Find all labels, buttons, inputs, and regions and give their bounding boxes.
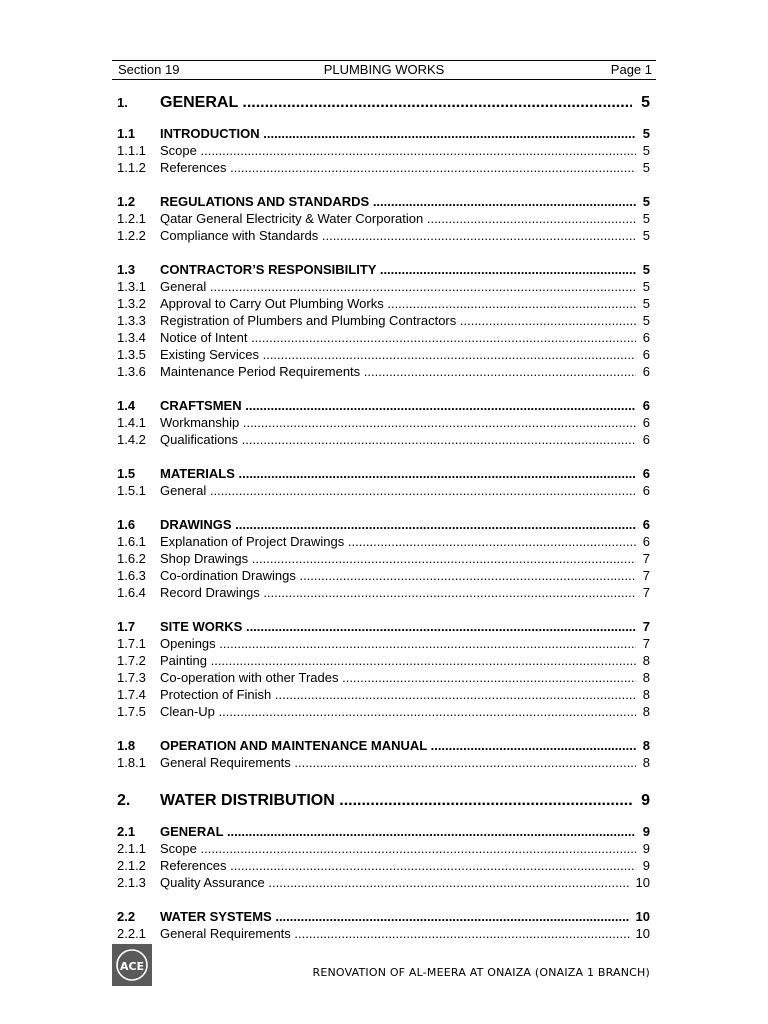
toc-title: Shop Drawings ..... [160,550,636,567]
toc-number: 1.6.2 [117,551,146,566]
toc-entry[interactable] [117,788,650,814]
toc-title: General ..... [160,278,636,295]
toc-entry[interactable] [117,737,650,754]
toc-title: WATER DISTRIBUTION ..... [160,788,632,814]
toc-number: 1.7.4 [117,687,146,702]
toc-entry[interactable] [117,227,650,244]
toc-page: 8 [642,687,650,702]
toc-number: 1.3 [117,262,136,277]
toc-number: 1.4.1 [117,415,146,430]
project-name: RENOVATION OF AL-MEERA AT ONAIZA (ONAIZA 1 BRANCH) [312,966,650,979]
toc-page: 6 [642,398,650,413]
toc-title: Scope ..... [160,142,636,159]
toc-page: 10 [635,926,650,941]
toc-page: 5 [642,211,650,226]
toc-title: Approval to Carry Out Plumbing Works ..... [160,295,636,312]
toc-number: 2.1 [117,824,136,839]
toc-page: 5 [642,160,650,175]
page-number: Page 1 [610,62,652,77]
toc-page: 9 [641,792,650,809]
toc-title: GENERAL ..... [160,823,636,840]
toc-page: 7 [642,636,650,651]
toc-title: Co-ordination Drawings ..... [160,567,636,584]
toc-page: 5 [642,143,650,158]
toc-title: Clean-Up ..... [160,703,636,720]
toc-entry[interactable] [117,908,650,925]
toc-number: 1. [117,95,128,110]
toc-title: Record Drawings ..... [160,584,636,601]
toc-page: 8 [642,670,650,685]
toc-page: 7 [642,551,650,566]
toc-entry[interactable] [117,363,650,380]
toc-number: 1.7.3 [117,670,146,685]
toc-page: 10 [635,909,650,924]
toc-entry[interactable] [117,823,650,840]
toc-spacer [117,499,650,516]
toc-number: 1.7 [117,619,136,634]
toc-page: 6 [642,517,650,532]
toc-spacer [117,720,650,737]
toc-number: 1.6 [117,517,136,532]
toc-title: CRAFTSMEN ..... [160,397,636,414]
toc-entry[interactable] [117,431,650,448]
toc-entry[interactable] [117,703,650,720]
toc-entry[interactable] [117,516,650,533]
toc-title: INTRODUCTION ..... [160,125,636,142]
toc-entry[interactable] [117,312,650,329]
toc-title: Protection of Finish ..... [160,686,636,703]
toc-page: 6 [642,415,650,430]
page-header [112,60,656,80]
toc-number: 1.3.2 [117,296,146,311]
toc-title: Existing Services ..... [160,346,636,363]
toc-title: WATER SYSTEMS ..... [160,908,630,925]
toc-page: 5 [642,296,650,311]
toc-entry[interactable] [117,295,650,312]
toc-title: General ..... [160,482,636,499]
toc-number: 1.3.3 [117,313,146,328]
toc-title: References ..... [160,857,636,874]
toc-entry[interactable] [117,261,650,278]
toc-number: 1.1.2 [117,160,146,175]
toc-page: 5 [642,228,650,243]
toc-entry[interactable] [117,346,650,363]
toc-entry[interactable] [117,329,650,346]
toc-number: 1.6.1 [117,534,146,549]
toc-number: 1.8 [117,738,136,753]
toc-number: 1.6.4 [117,585,146,600]
toc-number: 1.1 [117,126,136,141]
toc-number: 1.3.6 [117,364,146,379]
toc-spacer [117,814,650,823]
toc-number: 2.1.2 [117,858,146,873]
toc-entry[interactable] [117,142,650,159]
toc-entry[interactable] [117,874,650,891]
toc-title: GENERAL ..... [160,90,632,116]
toc-page: 8 [642,755,650,770]
toc-page: 8 [642,704,650,719]
toc-spacer [117,116,650,125]
toc-spacer [117,176,650,193]
toc-page: 6 [642,347,650,362]
toc-title: Explanation of Project Drawings ..... [160,533,636,550]
toc-page: 10 [635,875,650,890]
toc-page: 5 [642,126,650,141]
toc-entry[interactable] [117,465,650,482]
toc-number: 1.2 [117,194,136,209]
toc-title: Maintenance Period Requirements ..... [160,363,636,380]
toc-entry[interactable] [117,125,650,142]
toc-title: Painting ..... [160,652,636,669]
toc-entry[interactable] [117,686,650,703]
toc-title: DRAWINGS ..... [160,516,636,533]
toc-number: 1.3.4 [117,330,146,345]
toc-entry[interactable] [117,278,650,295]
toc-title: REGULATIONS AND STANDARDS ..... [160,193,636,210]
toc-number: 1.7.1 [117,636,146,651]
toc-title: SITE WORKS ..... [160,618,636,635]
toc-title: References ..... [160,159,636,176]
toc-title: OPERATION AND MAINTENANCE MANUAL ..... [160,737,636,754]
toc-entry[interactable] [117,210,650,227]
toc-number: 2.2.1 [117,926,146,941]
toc-number: 2.2 [117,909,136,924]
toc-title: Openings ..... [160,635,636,652]
toc-page: 5 [642,262,650,277]
toc-number: 1.4.2 [117,432,146,447]
toc-entry[interactable] [117,618,650,635]
toc-page: 6 [642,466,650,481]
toc-number: 1.8.1 [117,755,146,770]
toc-entry[interactable] [117,159,650,176]
toc-number: 1.5 [117,466,136,481]
toc-entry[interactable] [117,840,650,857]
section-title: PLUMBING WORKS [323,62,445,77]
section-label: Section 19 [118,62,180,77]
toc-entry[interactable] [117,635,650,652]
toc-number: 2.1.3 [117,875,146,890]
toc-entry[interactable] [117,857,650,874]
toc-page: 6 [642,432,650,447]
toc-entry[interactable] [117,669,650,686]
toc-number: 1.6.3 [117,568,146,583]
toc-number: 2. [117,792,131,809]
toc-page: 5 [641,94,650,111]
toc-title: Notice of Intent ..... [160,329,636,346]
toc-page: 6 [642,483,650,498]
toc-title: CONTRACTOR’S RESPONSIBILITY ..... [160,261,636,278]
toc-page: 5 [642,194,650,209]
toc-entry[interactable] [117,414,650,431]
toc-number: 1.7.2 [117,653,146,668]
toc-entry[interactable] [117,925,650,942]
toc-title: Quality Assurance ..... [160,874,630,891]
toc-page: 6 [642,534,650,549]
toc-entry[interactable] [117,533,650,550]
toc-page: 5 [642,279,650,294]
toc-entry[interactable] [117,652,650,669]
logo-text: ACE [119,960,145,973]
toc-page: 8 [642,738,650,753]
toc-page: 9 [642,858,650,873]
toc-number: 1.3.5 [117,347,146,362]
toc-title: General Requirements ..... [160,925,630,942]
toc-entry[interactable] [117,567,650,584]
toc-number: 2.1.1 [117,841,146,856]
toc-number: 1.7.5 [117,704,146,719]
table-of-contents [117,90,650,942]
toc-page: 5 [642,313,650,328]
toc-page: 8 [642,653,650,668]
toc-title: Qatar General Electricity & Water Corporation ..... [160,210,636,227]
toc-spacer [117,448,650,465]
toc-title: Qualifications ..... [160,431,636,448]
toc-title: Registration of Plumbers and Plumbing Contractors ..... [160,312,636,329]
toc-title: Compliance with Standards ..... [160,227,636,244]
toc-spacer [117,244,650,261]
toc-entry[interactable] [117,754,650,771]
toc-entry[interactable] [117,482,650,499]
toc-page: 9 [642,824,650,839]
toc-page: 6 [642,364,650,379]
toc-title: MATERIALS ..... [160,465,636,482]
toc-number: 1.2.1 [117,211,146,226]
toc-number: 1.3.1 [117,279,146,294]
ace-logo-icon [112,944,152,986]
toc-title: Co-operation with other Trades ..... [160,669,636,686]
toc-entry[interactable] [117,584,650,601]
toc-number: 1.5.1 [117,483,146,498]
toc-page: 6 [642,330,650,345]
toc-number: 1.1.1 [117,143,146,158]
toc-entry[interactable] [117,397,650,414]
toc-spacer [117,380,650,397]
toc-page: 7 [642,568,650,583]
toc-title: General Requirements ..... [160,754,636,771]
toc-entry[interactable] [117,193,650,210]
toc-spacer [117,601,650,618]
toc-entry[interactable] [117,90,650,116]
toc-page: 9 [642,841,650,856]
toc-number: 1.4 [117,398,136,413]
toc-page: 7 [642,585,650,600]
toc-number: 1.2.2 [117,228,146,243]
toc-title: Scope ..... [160,840,636,857]
toc-spacer [117,771,650,788]
toc-page: 7 [642,619,650,634]
toc-title: Workmanship ..... [160,414,636,431]
toc-entry[interactable] [117,550,650,567]
toc-spacer [117,891,650,908]
